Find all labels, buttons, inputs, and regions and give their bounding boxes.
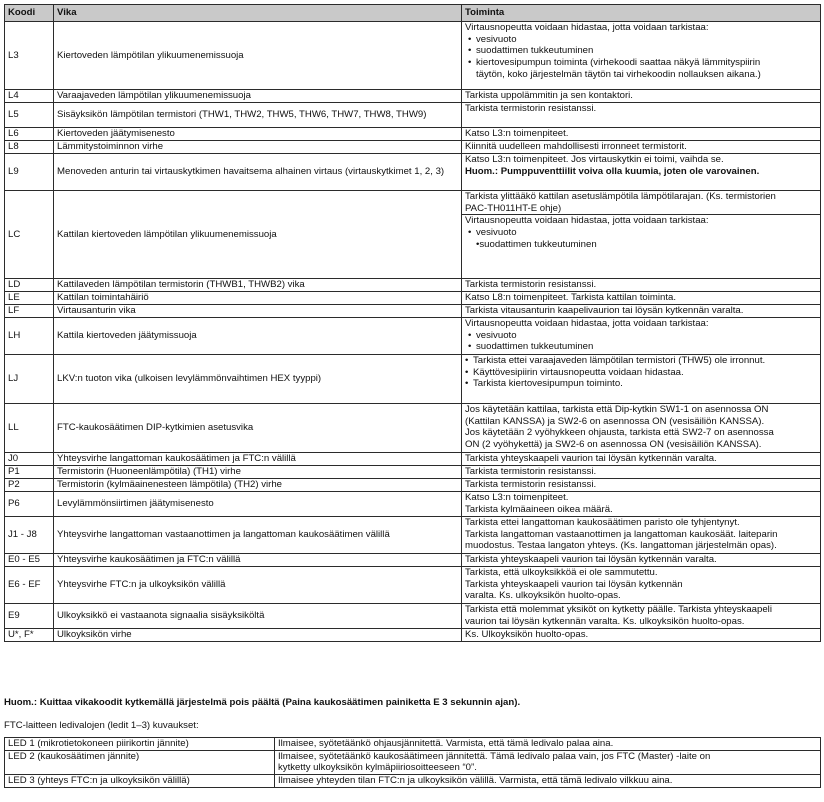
- action-line: Katso L3:n toimenpiteet.: [465, 492, 569, 503]
- fault-description: Yhteysvirhe langattoman vastaanottimen ja langattoman kaukosäätimen välillä: [54, 517, 462, 554]
- error-code: L4: [5, 90, 54, 103]
- table-row: [5, 629, 821, 642]
- fault-description: Kiertoveden lämpötilan ylikuumenemissuoja: [54, 22, 462, 90]
- fault-description: Yhteysvirhe FTC:n ja ulkoyksikön välillä: [54, 567, 462, 604]
- action-bullet-item: • kiertovesipumpun toiminta (virhekoodi saattaa näkyä lämmityspiirin: [465, 57, 818, 69]
- action-bullet-item: • vesivuoto: [465, 34, 818, 46]
- action-cell: [462, 554, 821, 567]
- fault-description: Kattilaveden lämpötilan termistorin (THWB1, THWB2) vika: [54, 279, 462, 292]
- fault-description: Menoveden anturin tai virtauskytkimen havaitsema alhainen virtaus (virtauskytkimet 1, 2, 3): [54, 154, 462, 191]
- led-name: LED 3 (yhteys FTC:n ja ulkoyksikön välillä): [5, 775, 275, 788]
- action-bullet-item: • vesivuoto: [465, 227, 818, 239]
- fault-description: Levylämmönsiirtimen jäätymisenesto: [54, 492, 462, 517]
- action-line: Tarkista vitausanturin kaapelivaurion tai löysän kytkennän varalta.: [465, 305, 744, 316]
- table-row: [5, 318, 821, 355]
- action-cell: [462, 292, 821, 305]
- action-line: Jos käytetään kattilaa, tarkista että Dip-kytkin SW1-1 on asennossa ON: [465, 404, 769, 415]
- fault-description: Yhteysvirhe kaukosäätimen ja FTC:n välillä: [54, 554, 462, 567]
- led-table: [4, 737, 821, 788]
- action-line: Tarkista yhteyskaapeli vaurion tai löysän kytkennän: [465, 578, 683, 590]
- action-line: •suodattimen tukkeutuminen: [476, 238, 597, 250]
- action-line: Tarkista, että ulkoyksikköä ei ole sammutettu.: [465, 567, 658, 578]
- table-header-row: [5, 5, 821, 22]
- fault-description: Kiertoveden jäätymisenesto: [54, 128, 462, 141]
- error-code: LE: [5, 292, 54, 305]
- fault-description: Termistorin (kylmäainenesteen lämpötila) (TH2) virhe: [54, 479, 462, 492]
- action-line: Virtausnopeutta voidaan hidastaa, jotta voidaan tarkistaa:: [465, 318, 709, 329]
- led-description: [275, 775, 821, 788]
- action-bullet-item: • vesivuoto: [465, 330, 818, 342]
- action-bullet-item: • Tarkista ettei varaajaveden lämpötilan termistori (THW5) ole irronnut.: [465, 355, 818, 367]
- action-line: ON (2 vyöhykettä) ja SW2-6 on asennossa ON (vesisäiliön KANSSA).: [465, 439, 762, 451]
- action-line: Tarkista yhteyskaapeli vaurion tai löysän kytkennän varalta.: [465, 453, 717, 464]
- error-code: L6: [5, 128, 54, 141]
- action-line: Katso L3:n toimenpiteet. Jos virtauskytkin ei toimi, vaihda se.: [465, 154, 724, 165]
- action-cell: [462, 517, 821, 554]
- table-row: [5, 453, 821, 466]
- led-section-title: FTC-laitteen ledivalojen (ledit 1–3) kuvaukset:: [4, 720, 199, 731]
- error-code: U*, F*: [5, 629, 54, 642]
- action-cell: [462, 128, 821, 141]
- fault-description: Ulkoyksikön virhe: [54, 629, 462, 642]
- action-line: vaurion tai löysän kytkennän varalta. Ks. ulkoyksikön huolto-opas.: [465, 615, 745, 627]
- error-code: LJ: [5, 355, 54, 404]
- action-line: Tarkista kylmäaineen oikea määrä.: [465, 503, 613, 515]
- error-code-table: [4, 4, 821, 642]
- fault-description: Kattilan toimintahäiriö: [54, 292, 462, 305]
- error-code: J0: [5, 453, 54, 466]
- error-code: LH: [5, 318, 54, 355]
- error-code: E6 - EF: [5, 567, 54, 604]
- action-line: Huom.: Pumppuventtiilit voiva olla kuumia, joten ole varovainen.: [465, 165, 760, 177]
- table-row: [5, 517, 821, 554]
- action-line: Tarkista uppolämmitin ja sen kontaktori.: [465, 90, 633, 101]
- error-code: J1 - J8: [5, 517, 54, 554]
- action-cell: [462, 629, 821, 642]
- error-code: P1: [5, 466, 54, 479]
- action-line: Katso L3:n toimenpiteet.: [465, 128, 569, 139]
- action-bullet-item: • Käyttövesipiirin virtausnopeutta voidaan hidastaa.: [465, 367, 818, 379]
- action-cell: [462, 479, 821, 492]
- action-line: Tarkista että molemmat yksiköt on kytketty päälle. Tarkista yhteyskaapeli: [465, 604, 772, 615]
- table-row: [5, 305, 821, 318]
- fault-description: FTC-kaukosäätimen DIP-kytkimien asetusvika: [54, 404, 462, 453]
- action-line: Tarkista ettei langattoman kaukosäätimen paristo ole tyhjentynyt.: [465, 517, 740, 528]
- action-line: Tarkista termistorin resistanssi.: [465, 466, 597, 477]
- header-code: Koodi: [5, 5, 54, 22]
- action-bullet-item: • suodattimen tukkeutuminen: [465, 341, 818, 353]
- action-line: (Kattilan KANSSA) ja SW2-6 on asennossa ON (vesisäiliön KANSSA).: [465, 415, 765, 427]
- error-code: L8: [5, 141, 54, 154]
- fault-description: Sisäyksikön lämpötilan termistori (THW1, THW2, THW5, THW6, THW7, THW8, THW9): [54, 103, 462, 128]
- action-line: Katso L8:n toimenpiteet. Tarkista kattilan toiminta.: [465, 292, 676, 303]
- led-row: [5, 750, 821, 774]
- table-row: [5, 404, 821, 453]
- action-line: Kiinnitä uudelleen mahdollisesti irronneet termistorit.: [465, 141, 687, 152]
- header-action: Toiminta: [462, 5, 821, 22]
- action-cell: [462, 318, 821, 355]
- action-cell: [462, 453, 821, 466]
- reset-note: Huom.: Kuittaa vikakoodit kytkemällä järjestelmä pois päältä (Paina kaukosäätimen painiketta E 3 sekunnin ajan).: [4, 697, 521, 708]
- action-line: Tarkista langattoman vastaanottimen ja langattoman kaukosäät. laiteparin: [465, 528, 778, 540]
- error-code: E0 - E5: [5, 554, 54, 567]
- action-line: Virtausnopeutta voidaan hidastaa, jotta voidaan tarkistaa:: [465, 22, 709, 33]
- led-row: [5, 775, 821, 788]
- table-row: [5, 355, 821, 404]
- led-description: [275, 750, 821, 774]
- action-cell: [462, 305, 821, 318]
- led-description: [275, 738, 821, 751]
- error-code: P6: [5, 492, 54, 517]
- led-name: LED 2 (kaukosäätimen jännite): [5, 750, 275, 774]
- table-row: [5, 567, 821, 604]
- table-row: [5, 22, 821, 90]
- table-row: [5, 154, 821, 191]
- table-row: [5, 492, 821, 517]
- action-line: Jos käytetään 2 vyöhykkeen ohjausta, tarkista että SW2-7 on asennossa: [465, 427, 774, 439]
- fault-description: Yhteysvirhe langattoman kaukosäätimen ja FTC:n välillä: [54, 453, 462, 466]
- led-row: [5, 738, 821, 751]
- action-cell: [462, 191, 821, 279]
- action-cell: [462, 492, 821, 517]
- error-code: LF: [5, 305, 54, 318]
- action-line: PAC-TH011HT-E ohje): [465, 202, 562, 214]
- led-description-line: kytketty ulkoyksikön kylmäpiiriosoitteeseen “0”.: [278, 762, 477, 774]
- table-row: [5, 141, 821, 154]
- fault-description: Virtausanturin vika: [54, 305, 462, 318]
- table-row: [5, 90, 821, 103]
- table-body: [5, 22, 821, 642]
- error-code: LD: [5, 279, 54, 292]
- action-cell: [462, 355, 821, 404]
- action-line: täytön, koko järjestelmän täytön tai virhekoodin nollauksen aikana.): [476, 68, 761, 80]
- table-row: [5, 554, 821, 567]
- led-name: LED 1 (mikrotietokoneen piirikortin jännite): [5, 738, 275, 751]
- action-cell: [462, 154, 821, 191]
- error-code: L9: [5, 154, 54, 191]
- error-code: LL: [5, 404, 54, 453]
- error-code: L3: [5, 22, 54, 90]
- error-code: P2: [5, 479, 54, 492]
- header-fault: Vika: [54, 5, 462, 22]
- table-row: [5, 128, 821, 141]
- action-line: Tarkista ylittääkö kattilan asetuslämpötila lämpötilarajan. (Ks. termistorien: [465, 191, 776, 202]
- table-row: [5, 479, 821, 492]
- action-cell: [462, 103, 821, 128]
- action-bullet-item: • Tarkista kiertovesipumpun toiminto.: [465, 378, 818, 390]
- fault-description: Varaajaveden lämpötilan ylikuumenemissuoja: [54, 90, 462, 103]
- fault-description: Kattilan kiertoveden lämpötilan ylikuumenemissuoja: [54, 191, 462, 279]
- action-cell: [462, 404, 821, 453]
- led-table-body: [5, 738, 821, 788]
- action-cell: [462, 141, 821, 154]
- fault-description: Ulkoyksikkö ei vastaanota signaalia sisäyksiköltä: [54, 604, 462, 629]
- action-line: Ks. Ulkoyksikön huolto-opas.: [465, 629, 589, 640]
- table-row: [5, 466, 821, 479]
- action-line: Tarkista termistorin resistanssi.: [465, 103, 597, 114]
- action-line: muodostus. Testaa langaton yhteys. (Ks. langattoman järjestelmän opas).: [465, 540, 777, 552]
- led-description-line: Ilmaisee yhteyden tilan FTC:n ja ulkoyksikön välillä. Varmista, että tämä ledivalo vilkkuu aina.: [278, 775, 673, 787]
- table-row: [5, 191, 821, 279]
- action-line: Tarkista yhteyskaapeli vaurion tai löysän kytkennän varalta.: [465, 554, 717, 565]
- fault-description: LKV:n tuoton vika (ulkoisen levylämmönvaihtimen HEX tyyppi): [54, 355, 462, 404]
- action-line: Tarkista termistorin resistanssi.: [465, 279, 597, 290]
- led-description-line: Ilmaisee, syötetäänkö kaukosäätimeen jännitettä. Tämä ledivalo palaa vain, jos FTC (Master) -laite on: [278, 750, 711, 762]
- action-cell: [462, 22, 821, 90]
- action-cell: [462, 279, 821, 292]
- table-row: [5, 604, 821, 629]
- action-line: Virtausnopeutta voidaan hidastaa, jotta voidaan tarkistaa:: [462, 214, 820, 227]
- led-description-line: Ilmaisee, syötetäänkö ohjausjännitettä. Varmista, että tämä ledivalo palaa aina.: [278, 738, 614, 749]
- error-code: LC: [5, 191, 54, 279]
- error-code: E9: [5, 604, 54, 629]
- action-bullet-item: • suodattimen tukkeutuminen: [465, 45, 818, 57]
- fault-description: Lämmitystoiminnon virhe: [54, 141, 462, 154]
- action-cell: [462, 604, 821, 629]
- error-code: L5: [5, 103, 54, 128]
- action-line: varalta. Ks. ulkoyksikön huolto-opas.: [465, 590, 621, 602]
- action-line: Tarkista termistorin resistanssi.: [465, 479, 597, 490]
- action-cell: [462, 567, 821, 604]
- table-row: [5, 292, 821, 305]
- fault-description: Kattila kiertoveden jäätymissuoja: [54, 318, 462, 355]
- table-row: [5, 103, 821, 128]
- fault-description: Termistorin (Huoneenlämpötila) (TH1) virhe: [54, 466, 462, 479]
- action-cell: [462, 466, 821, 479]
- action-cell: [462, 90, 821, 103]
- table-row: [5, 279, 821, 292]
